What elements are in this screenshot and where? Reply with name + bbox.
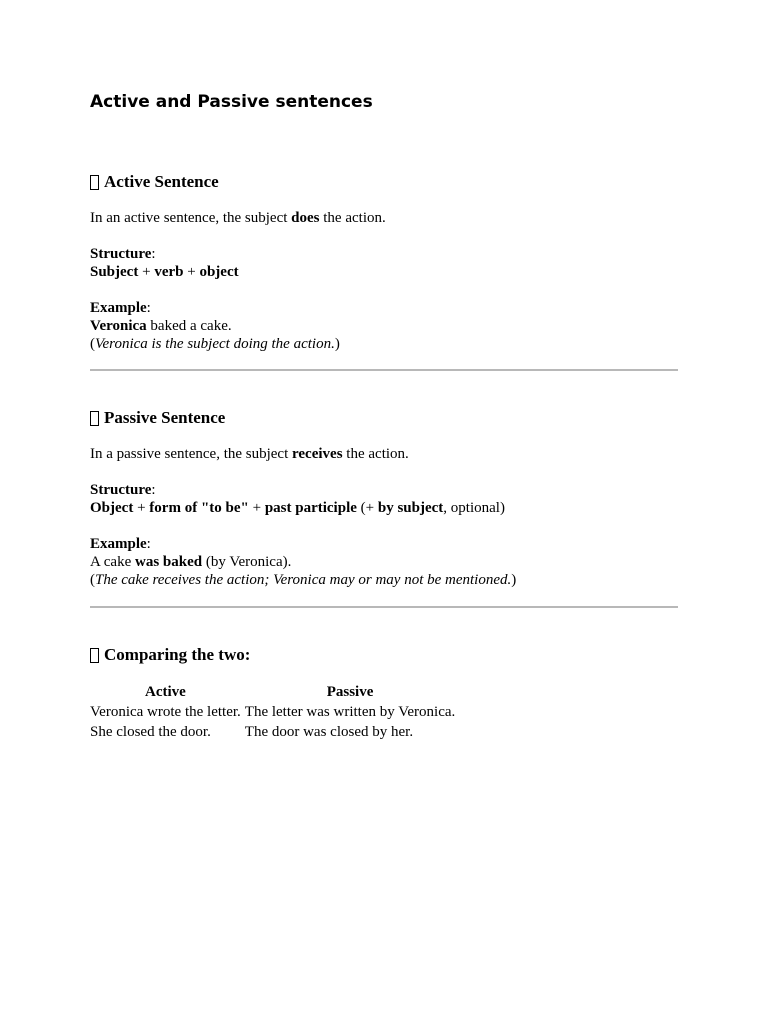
active-intro: In an active sentence, the subject does the action. [90, 210, 386, 226]
table-row [89, 722, 458, 742]
missing-glyph-icon [90, 411, 99, 426]
missing-glyph-icon [90, 175, 99, 190]
active-structure-label: Structure: [90, 246, 156, 262]
passive-section [90, 408, 678, 589]
passive-structure-formula: Object + form of "to be" + past participle (+ by subject, optional) [90, 500, 505, 516]
active-section [90, 172, 678, 353]
active-example-sentence: Veronica baked a cake. [90, 318, 232, 334]
table-cell: She closed the door. [90, 724, 211, 740]
active-structure-formula: Subject + verb + object [90, 264, 239, 280]
table-header-row [89, 682, 458, 702]
document-title: Active and Passive sentences [90, 92, 373, 112]
section-divider [90, 369, 678, 371]
active-heading [90, 172, 678, 192]
section-divider [90, 606, 678, 608]
table-cell: Veronica wrote the letter. [90, 704, 241, 720]
active-intro-emphasis: does [291, 210, 320, 226]
passive-intro: In a passive sentence, the subject receives the action. [90, 446, 409, 462]
passive-heading [90, 408, 678, 428]
passive-example-label: Example: [90, 536, 151, 552]
active-heading-text: Active Sentence [104, 172, 219, 191]
passive-example-note: (The cake receives the action; Veronica may or may not be mentioned.) [90, 572, 517, 588]
compare-heading [90, 645, 678, 665]
active-example-note: (Veronica is the subject doing the action.) [90, 336, 340, 352]
passive-heading-text: Passive Sentence [104, 408, 226, 427]
active-example-label: Example: [90, 300, 151, 316]
table-cell: The door was closed by her. [244, 724, 414, 740]
table-row [89, 702, 458, 722]
passive-structure-label: Structure: [90, 482, 156, 498]
compare-section [90, 645, 678, 742]
passive-intro-emphasis: receives [292, 446, 343, 462]
comparison-table [89, 682, 458, 742]
table-cell: The letter was written by Veronica. [244, 704, 456, 720]
column-header-active: Active [144, 684, 186, 700]
missing-glyph-icon [90, 648, 99, 663]
passive-example-sentence: A cake was baked (by Veronica). [90, 554, 292, 570]
compare-heading-text: Comparing the two: [104, 645, 251, 664]
column-header-passive: Passive [326, 684, 374, 700]
